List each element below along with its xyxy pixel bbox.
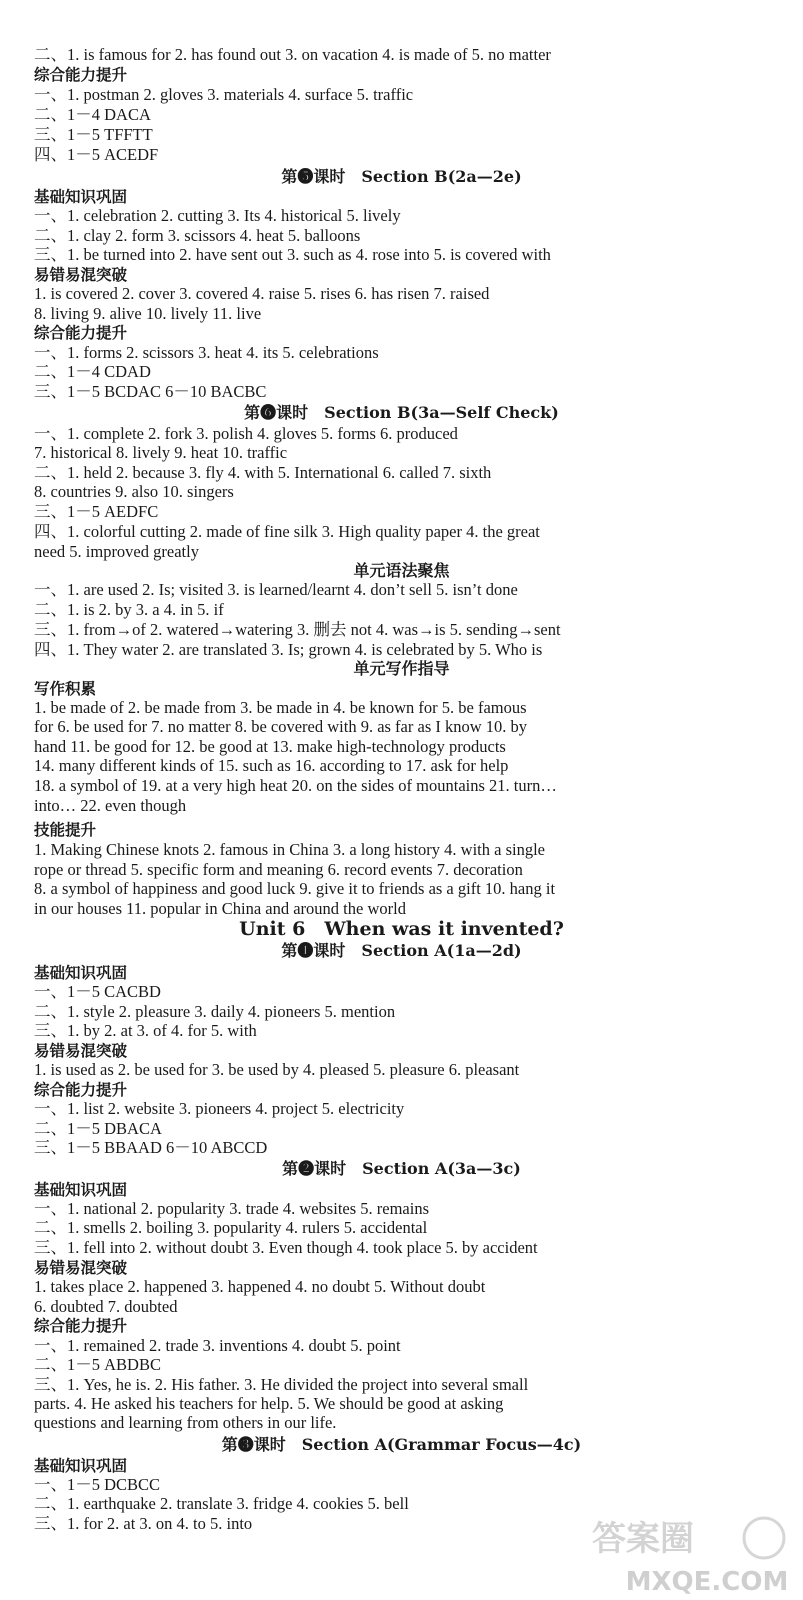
- answer-line: 一、1. forms 2. scissors 3. heat 4. its 5. celebrations: [34, 343, 379, 362]
- section-heading: 易错易混突破: [34, 1042, 128, 1060]
- section-heading: 综合能力提升: [34, 1081, 128, 1099]
- answer-line: hand 11. be good for 12. be good at 13. make high-technology products: [34, 737, 506, 756]
- section-heading: 基础知识巩固: [34, 964, 128, 982]
- section-heading: 基础知识巩固: [34, 188, 128, 206]
- answer-line: 二、1. held 2. because 3. fly 4. with 5. International 6. called 7. sixth: [34, 463, 492, 482]
- answer-line: 二、1－4 DACA: [34, 105, 151, 124]
- section-heading: 基础知识巩固: [34, 1181, 128, 1199]
- answer-line: 18. a symbol of 19. at a very high heat 20. on the sides of mountains 21. turn…: [34, 776, 557, 795]
- answer-line: 四、1. They water 2. are translated 3. Is; grown 4. is celebrated by 5. Who is: [34, 640, 543, 659]
- lesson-title: 第❻课时 Section B(3a—Self Check): [244, 403, 559, 422]
- answer-line: 三、1. from→of 2. watered→watering 3. 删去 not 4. was→is 5. sending→sent: [34, 620, 561, 639]
- section-heading: 综合能力提升: [34, 324, 128, 342]
- answer-line: 14. many different kinds of 15. such as 16. according to 17. ask for help: [34, 756, 509, 775]
- section-heading: 基础知识巩固: [34, 1457, 128, 1475]
- answer-line: 1. is used as 2. be used for 3. be used by 4. pleased 5. pleasure 6. pleasant: [34, 1060, 520, 1079]
- answer-line: for 6. be used for 7. no matter 8. be covered with 9. as far as I know 10. by: [34, 717, 528, 736]
- answer-line: need 5. improved greatly: [34, 542, 199, 561]
- answer-line: 二、1. smells 2. boiling 3. popularity 4. rulers 5. accidental: [34, 1218, 428, 1237]
- answer-line: 四、1. colorful cutting 2. made of fine silk 3. High quality paper 4. the great: [34, 522, 540, 541]
- section-heading: 综合能力提升: [34, 66, 128, 84]
- lesson-title: 第❶课时 Section A(1a—2d): [281, 941, 522, 960]
- watermark-url: MXQE.COM: [625, 1567, 789, 1596]
- answer-line: 二、1－5 DBACA: [34, 1119, 162, 1138]
- lesson-title: 第❷课时 Section A(3a—3c): [282, 1159, 521, 1178]
- watermark-circle-icon: [744, 1518, 784, 1558]
- section-title: 单元写作指导: [353, 659, 450, 678]
- answer-line: 1. is covered 2. cover 3. covered 4. raise 5. rises 6. has risen 7. raised: [34, 284, 490, 303]
- answer-line: 二、1. is famous for 2. has found out 3. on vacation 4. is made of 5. no matter: [34, 45, 551, 64]
- answer-line: 三、1－5 TFFTT: [34, 125, 153, 144]
- answer-line: 二、1－5 ABDBC: [34, 1355, 161, 1374]
- answer-line: 三、1. for 2. at 3. on 4. to 5. into: [34, 1514, 253, 1533]
- answer-line: rope or thread 5. specific form and meaning 6. record events 7. decoration: [34, 860, 523, 879]
- answer-line: 1. Making Chinese knots 2. famous in China 3. a long history 4. with a single: [34, 840, 546, 859]
- answer-line: 一、1－5 DCBCC: [34, 1475, 161, 1494]
- answer-line: 6. doubted 7. doubted: [34, 1297, 178, 1316]
- section-heading: 综合能力提升: [34, 1317, 128, 1335]
- section-heading: 技能提升: [34, 821, 97, 839]
- answer-line: 二、1. earthquake 2. translate 3. fridge 4. cookies 5. bell: [34, 1494, 409, 1513]
- section-heading: 易错易混突破: [34, 1259, 128, 1277]
- answer-line: parts. 4. He asked his teachers for help. 5. We should be good at asking: [34, 1394, 504, 1413]
- answer-line: 一、1. postman 2. gloves 3. materials 4. surface 5. traffic: [34, 85, 414, 104]
- answer-line: 二、1. clay 2. form 3. scissors 4. heat 5. balloons: [34, 226, 361, 245]
- answer-line: 三、1. fell into 2. without doubt 3. Even though 4. took place 5. by accident: [34, 1238, 538, 1257]
- answer-line: in our houses 11. popular in China and around the world: [34, 899, 406, 918]
- answer-line: 一、1－5 CACBD: [34, 982, 161, 1001]
- answer-line: 一、1. remained 2. trade 3. inventions 4. doubt 5. point: [34, 1336, 401, 1355]
- unit-title: Unit 6 When was it invented?: [239, 918, 564, 940]
- answer-line: 一、1. complete 2. fork 3. polish 4. gloves 5. forms 6. produced: [34, 424, 458, 443]
- watermark-logo-text: 答案圈: [592, 1519, 694, 1559]
- answer-line: 二、1－4 CDAD: [34, 362, 151, 381]
- lesson-title: 第❸课时 Section A(Grammar Focus—4c): [221, 1435, 582, 1454]
- answer-line: 四、1－5 ACEDF: [34, 145, 159, 164]
- answer-line: 二、1. style 2. pleasure 3. daily 4. pioneers 5. mention: [34, 1002, 396, 1021]
- answer-line: questions and learning from others in our life.: [34, 1413, 337, 1432]
- lesson-title: 第❺课时 Section B(2a—2e): [281, 167, 522, 186]
- section-heading: 易错易混突破: [34, 266, 128, 284]
- answer-line: 三、1－5 BCDAC 6－10 BACBC: [34, 382, 267, 401]
- answer-line: 三、1－5 AEDFC: [34, 502, 159, 521]
- answer-line: 三、1. Yes, he is. 2. His father. 3. He divided the project into several small: [34, 1375, 529, 1394]
- answer-line: 8. living 9. alive 10. lively 11. live: [34, 304, 262, 323]
- answer-line: 1. takes place 2. happened 3. happened 4. no doubt 5. Without doubt: [34, 1277, 486, 1296]
- answer-line: 一、1. national 2. popularity 3. trade 4. websites 5. remains: [34, 1199, 430, 1218]
- section-heading: 写作积累: [34, 680, 97, 698]
- answer-line: 三、1－5 BBAAD 6－10 ABCCD: [34, 1138, 268, 1157]
- answer-line: into… 22. even though: [34, 796, 187, 815]
- answer-line: 一、1. are used 2. Is; visited 3. is learned/learnt 4. don’t sell 5. isn’t done: [34, 580, 518, 599]
- section-title: 单元语法聚焦: [353, 561, 450, 580]
- answer-line: 8. countries 9. also 10. singers: [34, 482, 234, 501]
- answer-line: 三、1. by 2. at 3. of 4. for 5. with: [34, 1021, 257, 1040]
- watermark-logo: [591, 1516, 791, 1596]
- answer-line: 一、1. celebration 2. cutting 3. Its 4. historical 5. lively: [34, 206, 401, 225]
- answer-line: 1. be made of 2. be made from 3. be made in 4. be known for 5. be famous: [34, 698, 527, 717]
- answer-line: 8. a symbol of happiness and good luck 9. give it to friends as a gift 10. hang it: [34, 879, 556, 898]
- answer-line: 一、1. list 2. website 3. pioneers 4. project 5. electricity: [34, 1099, 405, 1118]
- answer-line: 二、1. is 2. by 3. a 4. in 5. if: [34, 600, 224, 619]
- answer-line: 三、1. be turned into 2. have sent out 3. such as 4. rose into 5. is covered with: [34, 245, 551, 264]
- answer-line: 7. historical 8. lively 9. heat 10. traffic: [34, 443, 288, 462]
